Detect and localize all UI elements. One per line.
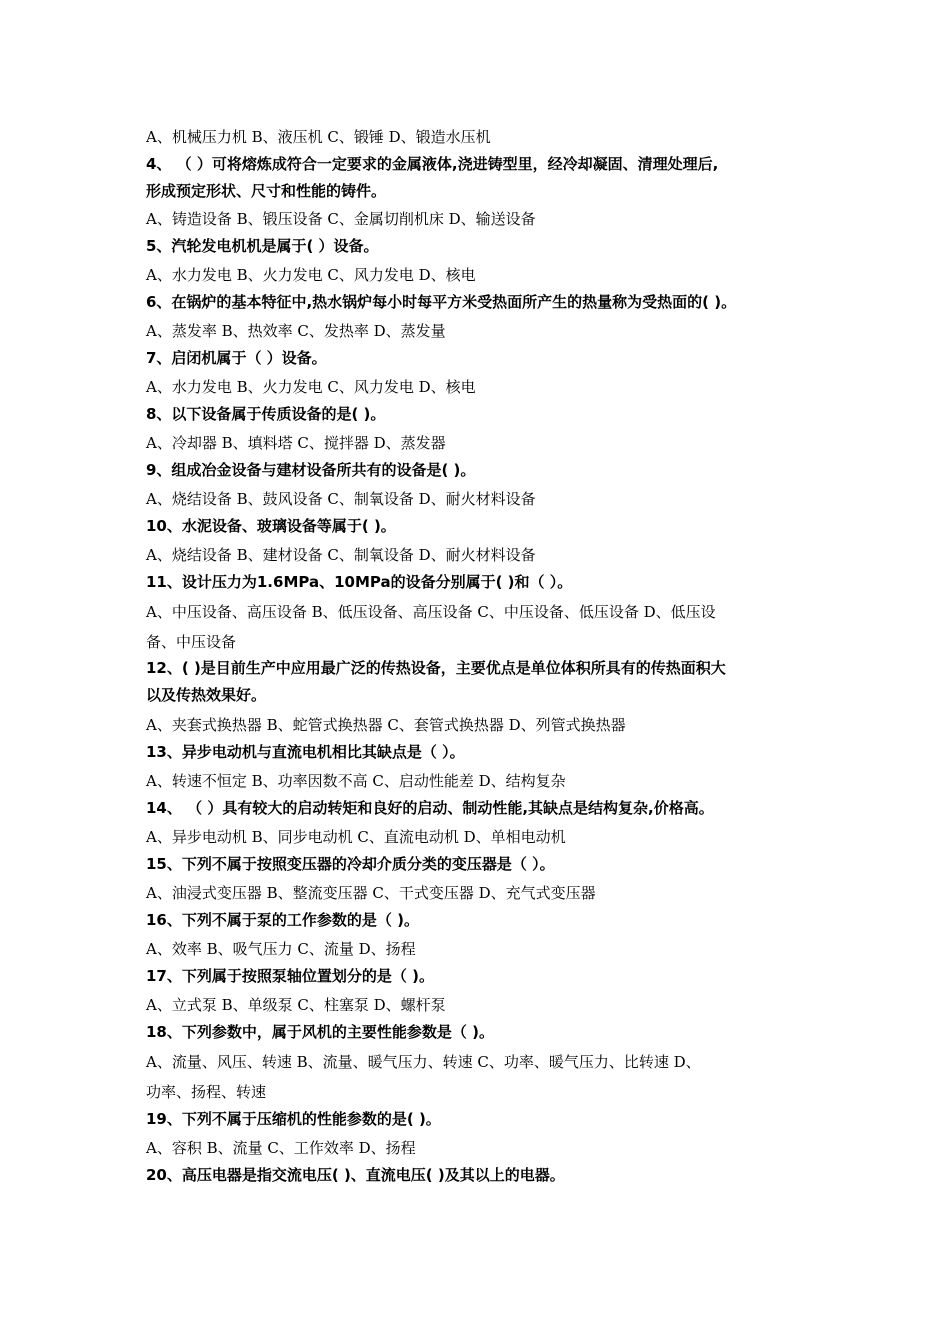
question-line: 13、异步电动机与直流电机相比其缺点是（ ）。 xyxy=(146,743,465,761)
option-line: A、油浸式变压器 B、整流变压器 C、干式变压器 D、充气式变压器 xyxy=(146,884,596,902)
option-line: A、冷却器 B、填料塔 C、搅拌器 D、蒸发器 xyxy=(146,434,446,452)
option-line: A、烧结设备 B、鼓风设备 C、制氧设备 D、耐火材料设备 xyxy=(146,490,536,508)
question-line: 17、下列属于按照泵轴位置划分的是（ )。 xyxy=(146,967,434,985)
question-line: 5、汽轮发电机机是属于( ）设备。 xyxy=(146,237,379,255)
question-line: 6、在锅炉的基本特征中,热水锅炉每小时每平方米受热面所产生的热量称为受热面的( )。 xyxy=(146,293,737,311)
question-line: 8、以下设备属于传质设备的是( )。 xyxy=(146,405,386,423)
question-line: 19、下列不属于压缩机的性能参数的是( )。 xyxy=(146,1110,441,1128)
option-line: 功率、扬程、转速 xyxy=(146,1083,267,1101)
option-line: A、容积 B、流量 C、工作效率 D、扬程 xyxy=(146,1139,416,1157)
option-line: A、机械压力机 B、液压机 C、锻锤 D、锻造水压机 xyxy=(146,128,491,146)
option-line: A、流量、风压、转速 B、流量、暖气压力、转速 C、功率、暖气压力、比转速 D、 xyxy=(146,1053,701,1071)
question-line: 7、启闭机属于（ ）设备。 xyxy=(146,349,327,367)
question-line: 9、组成冶金设备与建材设备所共有的设备是( )。 xyxy=(146,461,476,479)
option-line: A、烧结设备 B、建材设备 C、制氧设备 D、耐火材料设备 xyxy=(146,546,536,564)
question-line: 16、下列不属于泵的工作参数的是（ )。 xyxy=(146,911,419,929)
option-line: A、夹套式换热器 B、蛇管式换热器 C、套管式换热器 D、列管式换热器 xyxy=(146,716,626,734)
option-line: A、转速不恒定 B、功率因数不高 C、启动性能差 D、结构复杂 xyxy=(146,772,566,790)
option-line: A、水力发电 B、火力发电 C、风力发电 D、核电 xyxy=(146,378,476,396)
option-line: A、立式泵 B、单级泵 C、柱塞泵 D、螺杆泵 xyxy=(146,996,446,1014)
question-line: 14、 （ ）具有较大的启动转矩和良好的启动、制动性能,其缺点是结构复杂,价格高。 xyxy=(146,799,714,817)
question-line: 12、( )是目前生产中应用最广泛的传热设备，主要优点是单位体积所具有的传热面积大 xyxy=(146,659,726,677)
question-line: 4、 （ ）可将熔炼成符合一定要求的金属液体,浇进铸型里，经冷却凝固、清理处理后, xyxy=(146,155,719,173)
question-line: 形成预定形状、尺寸和性能的铸件。 xyxy=(146,182,387,200)
question-line: 15、下列不属于按照变压器的冷却介质分类的变压器是（ ）。 xyxy=(146,855,555,873)
question-line: 以及传热效果好。 xyxy=(146,686,267,704)
option-line: 备、中压设备 xyxy=(146,633,237,651)
option-line: A、水力发电 B、火力发电 C、风力发电 D、核电 xyxy=(146,266,476,284)
option-line: A、中压设备、高压设备 B、低压设备、高压设备 C、中压设备、低压设备 D、低压设 xyxy=(146,603,716,621)
option-line: A、异步电动机 B、同步电动机 C、直流电动机 D、单相电动机 xyxy=(146,828,566,846)
option-line: A、铸造设备 B、锻压设备 C、金属切削机床 D、输送设备 xyxy=(146,210,536,228)
question-line: 11、设计压力为1.6MPa、10MPa的设备分别属于( )和（ ）。 xyxy=(146,573,573,591)
question-line: 18、下列参数中，属于风机的主要性能参数是（ )。 xyxy=(146,1023,494,1041)
question-line: 20、高压电器是指交流电压( )、直流电压( )及其以上的电器。 xyxy=(146,1166,565,1184)
question-line: 10、水泥设备、玻璃设备等属于( )。 xyxy=(146,517,396,535)
option-line: A、蒸发率 B、热效率 C、发热率 D、蒸发量 xyxy=(146,322,446,340)
option-line: A、效率 B、吸气压力 C、流量 D、扬程 xyxy=(146,940,416,958)
